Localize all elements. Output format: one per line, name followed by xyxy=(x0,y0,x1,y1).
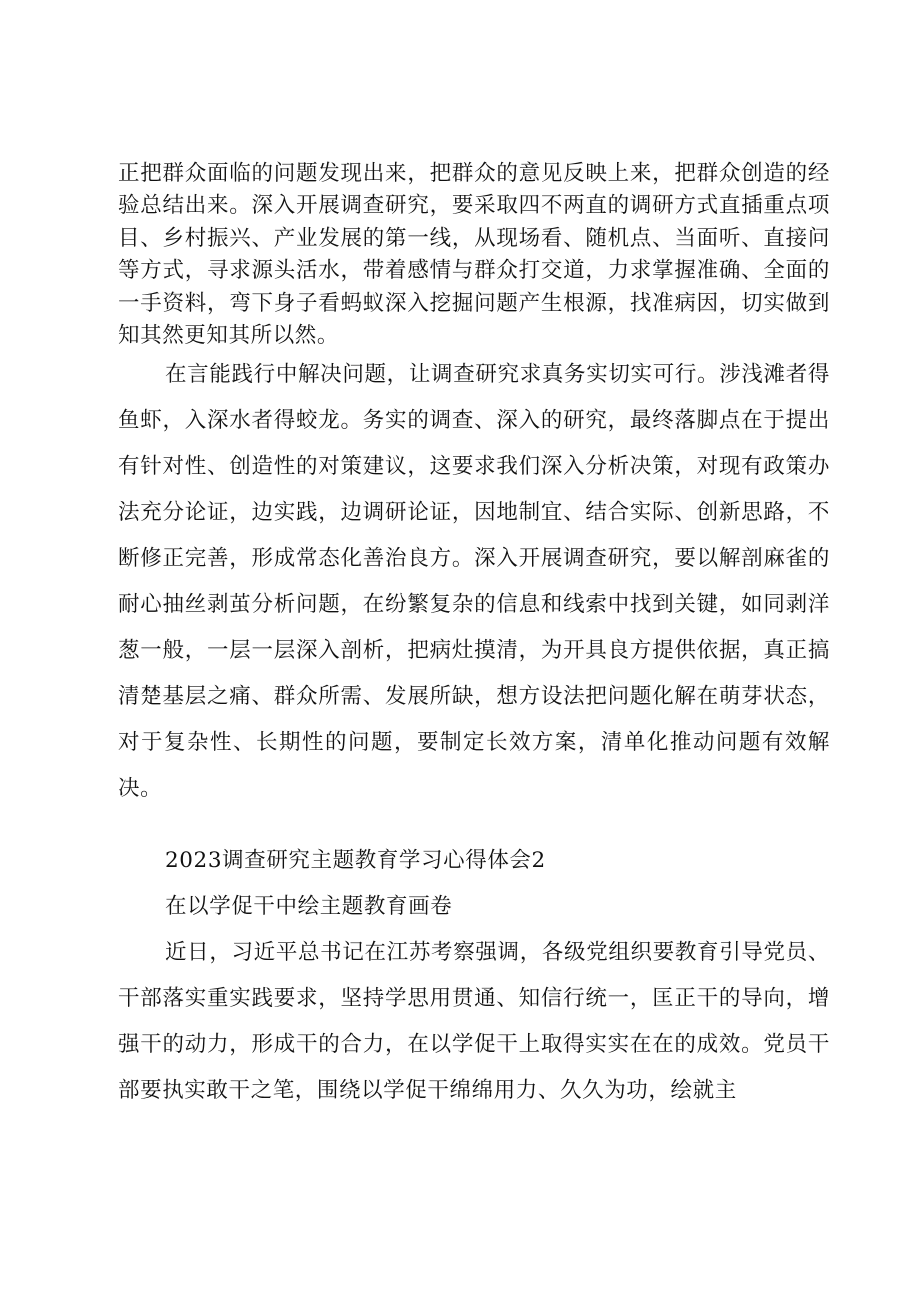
body-paragraph-2: 在言能践行中解决问题，让调查研究求真务实切实可行。涉浅滩者得鱼虾，入深水者得蛟龙。务实的调查、深入的研究，最终落脚点在于提出有针对性、创造性的对策建议，这要求我们深入分析决策，对现有政策办法充分论证，边实践，边调研论证，因地制宜、结合实际、创新思路，不断修正完善，形成常态化善治良方。深入开展调查研究，要以解剖麻雀的耐心抽丝剥茧分析问题，在纷繁复杂的信息和线索中找到关键，如同剥洋葱一般，一层一层深入剖析，把病灶摸清，为开具良方提供依据，真正搞清楚基层之痛、群众所需、发展所缺，想方设法把问题化解在萌芽状态，对于复杂性、长期性的问题，要制定长效方案，清单化推动问题有效解决。 xyxy=(118,362,830,801)
body-paragraph-3: 近日，习近平总书记在江苏考察强调，各级党组织要教育引导党员、干部落实重实践要求，坚持学思用贯通、知信行统一，匡正干的导向，增强干的动力，形成干的合力，在以学促干上取得实实在在的成效。党员干部要执实敢干之笔，围绕以学促干绵绵用力、久久为功，绘就主 xyxy=(118,940,830,1103)
article-title: 2023调查研究主题教育学习心得体会2 xyxy=(165,848,546,873)
article-subtitle: 在以学促干中绘主题教育画卷 xyxy=(165,894,453,919)
body-paragraph-1: 正把群众面临的问题发现出来，把群众的意见反映上来，把群众创造的经验总结出来。深入开展调查研究，要采取四不两直的调研方式直插重点项目、乡村振兴、产业发展的第一线，从现场看、随机点、当面听、直接问等方式，寻求源头活水，带着感情与群众打交道，力求掌握准确、全面的一手资料，弯下身子看蚂蚁深入挖掘问题产生根源，找准病因，切实做到知其然更知其所以然。 xyxy=(118,161,830,349)
